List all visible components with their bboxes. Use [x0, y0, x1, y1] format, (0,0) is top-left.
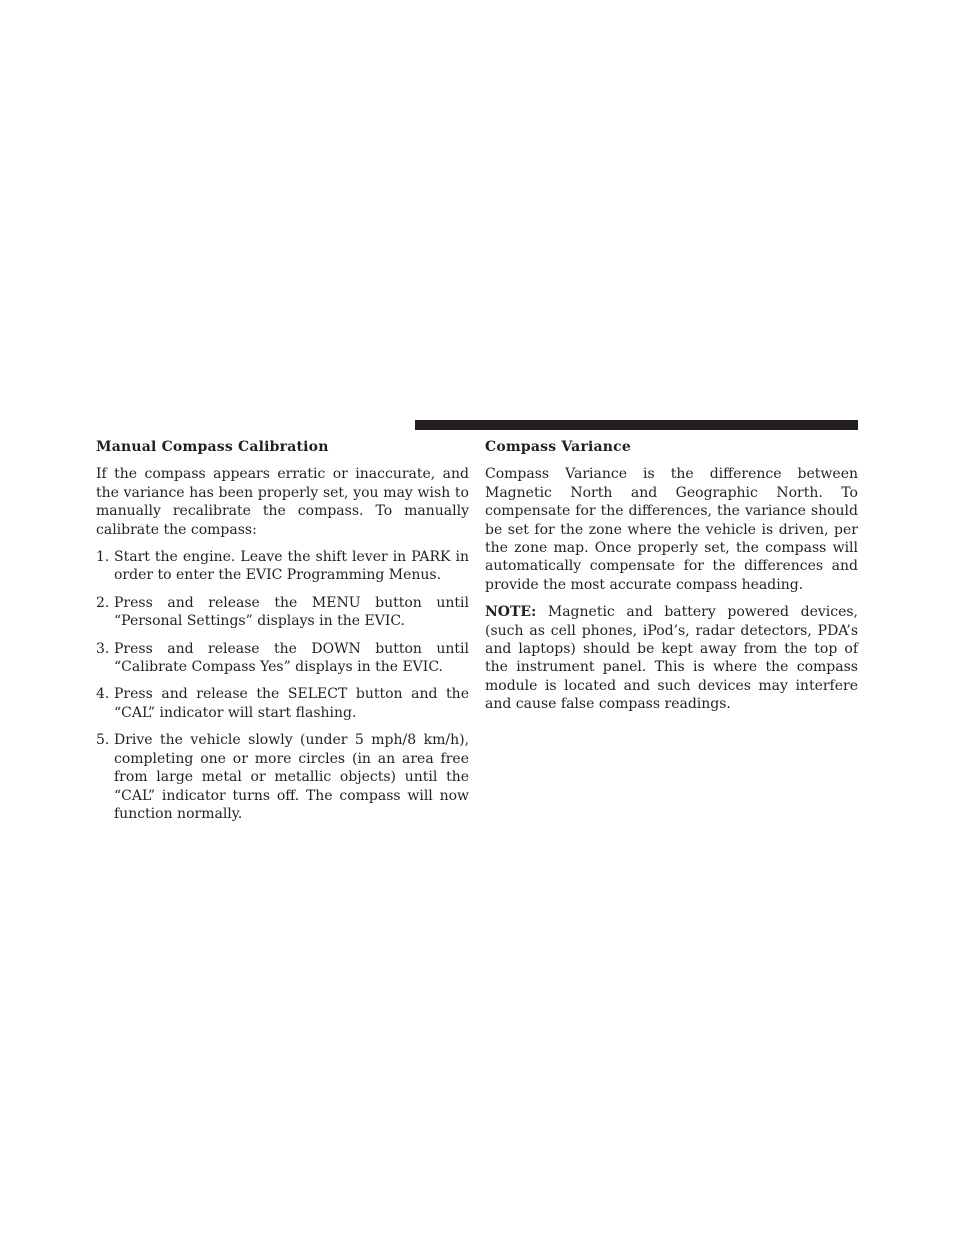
step-text: Press and release the DOWN button until “Calibrate Compass Yes” displays in the EVIC.: [114, 640, 469, 676]
step-text: Start the engine. Leave the shift lever in PARK in order to enter the EVIC Programming Menus.: [114, 549, 469, 584]
header-rule: [415, 420, 858, 430]
step-number: 5.: [96, 732, 110, 749]
note-label: NOTE:: [485, 604, 537, 621]
step-text: Press and release the SELECT button and the “CAL” indicator will start flashing.: [114, 686, 469, 721]
section-heading-manual-calibration: Manual Compass Calibration: [96, 439, 329, 455]
list-item: [96, 685, 469, 722]
list-item: [96, 640, 469, 677]
list-item: [96, 594, 469, 631]
right-column: [485, 438, 858, 723]
left-column: [96, 438, 469, 832]
step-text: Press and release the MENU button until “Personal Settings” displays in the EVIC.: [114, 594, 469, 630]
calibration-steps: [96, 548, 469, 823]
step-number: 4.: [96, 686, 110, 703]
step-number: 1.: [96, 549, 110, 566]
note-paragraph: [485, 603, 858, 713]
step-number: 2.: [96, 594, 110, 611]
step-number: 3.: [96, 640, 110, 657]
list-item: [96, 731, 469, 823]
section-heading-compass-variance: Compass Variance: [485, 439, 632, 455]
variance-paragraph: Compass Variance is the difference between Magnetic North and Geographic North. To compensate for the differences, the variance should be set for the zone where the vehicle is driven, per the zone map. Once properly set, the compass will automatically compensate for the differences and provide the most accurate compass heading.: [485, 466, 858, 593]
step-text: Drive the vehicle slowly (under 5 mph/8 km/h), completing one or more circles (in an area free from large metal or metallic objects) until the “CAL” indicator turns off. The compass will now function normally.: [114, 732, 469, 822]
list-item: [96, 548, 469, 585]
intro-paragraph: If the compass appears erratic or inaccurate, and the variance has been properly set, you may wish to manually recalibrate the compass. To manually calibrate the compass:: [96, 466, 469, 538]
note-text: Magnetic and battery powered devices, (such as cell phones, iPod’s, radar detectors, PDA’s and laptops) should be kept away from the top of the instrument panel. This is where the compass module is located and such devices may interfere and cause false compass readings.: [485, 604, 858, 713]
